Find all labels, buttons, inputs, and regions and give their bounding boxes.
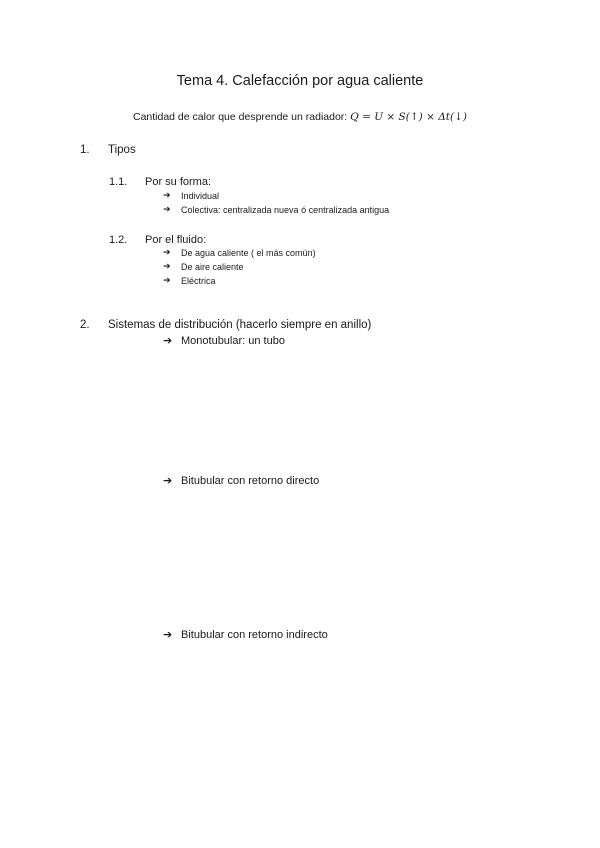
list-item: ➔ Individual bbox=[163, 191, 220, 201]
list-item: ➔ Eléctrica bbox=[163, 276, 216, 286]
arrow-right-icon: ➔ bbox=[163, 262, 171, 272]
arrow-right-icon: ➔ bbox=[163, 334, 173, 347]
page-title: Tema 4. Calefacción por agua caliente bbox=[176, 73, 424, 89]
section-title: Sistemas de distribución (hacerlo siempre en anillo) bbox=[108, 319, 372, 331]
arrow-right-icon: ➔ bbox=[163, 205, 171, 215]
list-item: ➔ Bitubular con retorno indirecto bbox=[163, 628, 328, 641]
arrow-right-icon: ➔ bbox=[163, 628, 173, 641]
subsection-title: Por su forma: bbox=[145, 176, 212, 188]
arrow-right-icon: ➔ bbox=[163, 276, 171, 286]
subsection-title: Por el fluido: bbox=[145, 234, 207, 246]
list-item: ➔ Monotubular: un tubo bbox=[163, 334, 285, 347]
section-number: 2. bbox=[80, 319, 90, 331]
subsection-number: 1.2. bbox=[109, 234, 128, 246]
subsection-number: 1.1. bbox=[109, 176, 128, 188]
formula-label: Cantidad de calor que desprende un radiador: bbox=[132, 111, 348, 123]
section-number: 1. bbox=[80, 144, 90, 156]
formula-line bbox=[0, 111, 600, 123]
section-title: Tipos bbox=[108, 144, 136, 156]
formula-expression: Q = U × S(↑) × Δt(↓) bbox=[350, 111, 468, 123]
list-item: ➔ De agua caliente ( el más común) bbox=[163, 248, 316, 258]
arrow-right-icon: ➔ bbox=[163, 191, 171, 201]
arrow-right-icon: ➔ bbox=[163, 474, 173, 487]
list-item: ➔ Colectiva: centralizada nueva ó centralizada antigua bbox=[163, 205, 390, 215]
list-item: ➔ Bitubular con retorno directo bbox=[163, 474, 320, 487]
list-item: ➔ De aire caliente bbox=[163, 262, 244, 272]
arrow-right-icon: ➔ bbox=[163, 248, 171, 258]
